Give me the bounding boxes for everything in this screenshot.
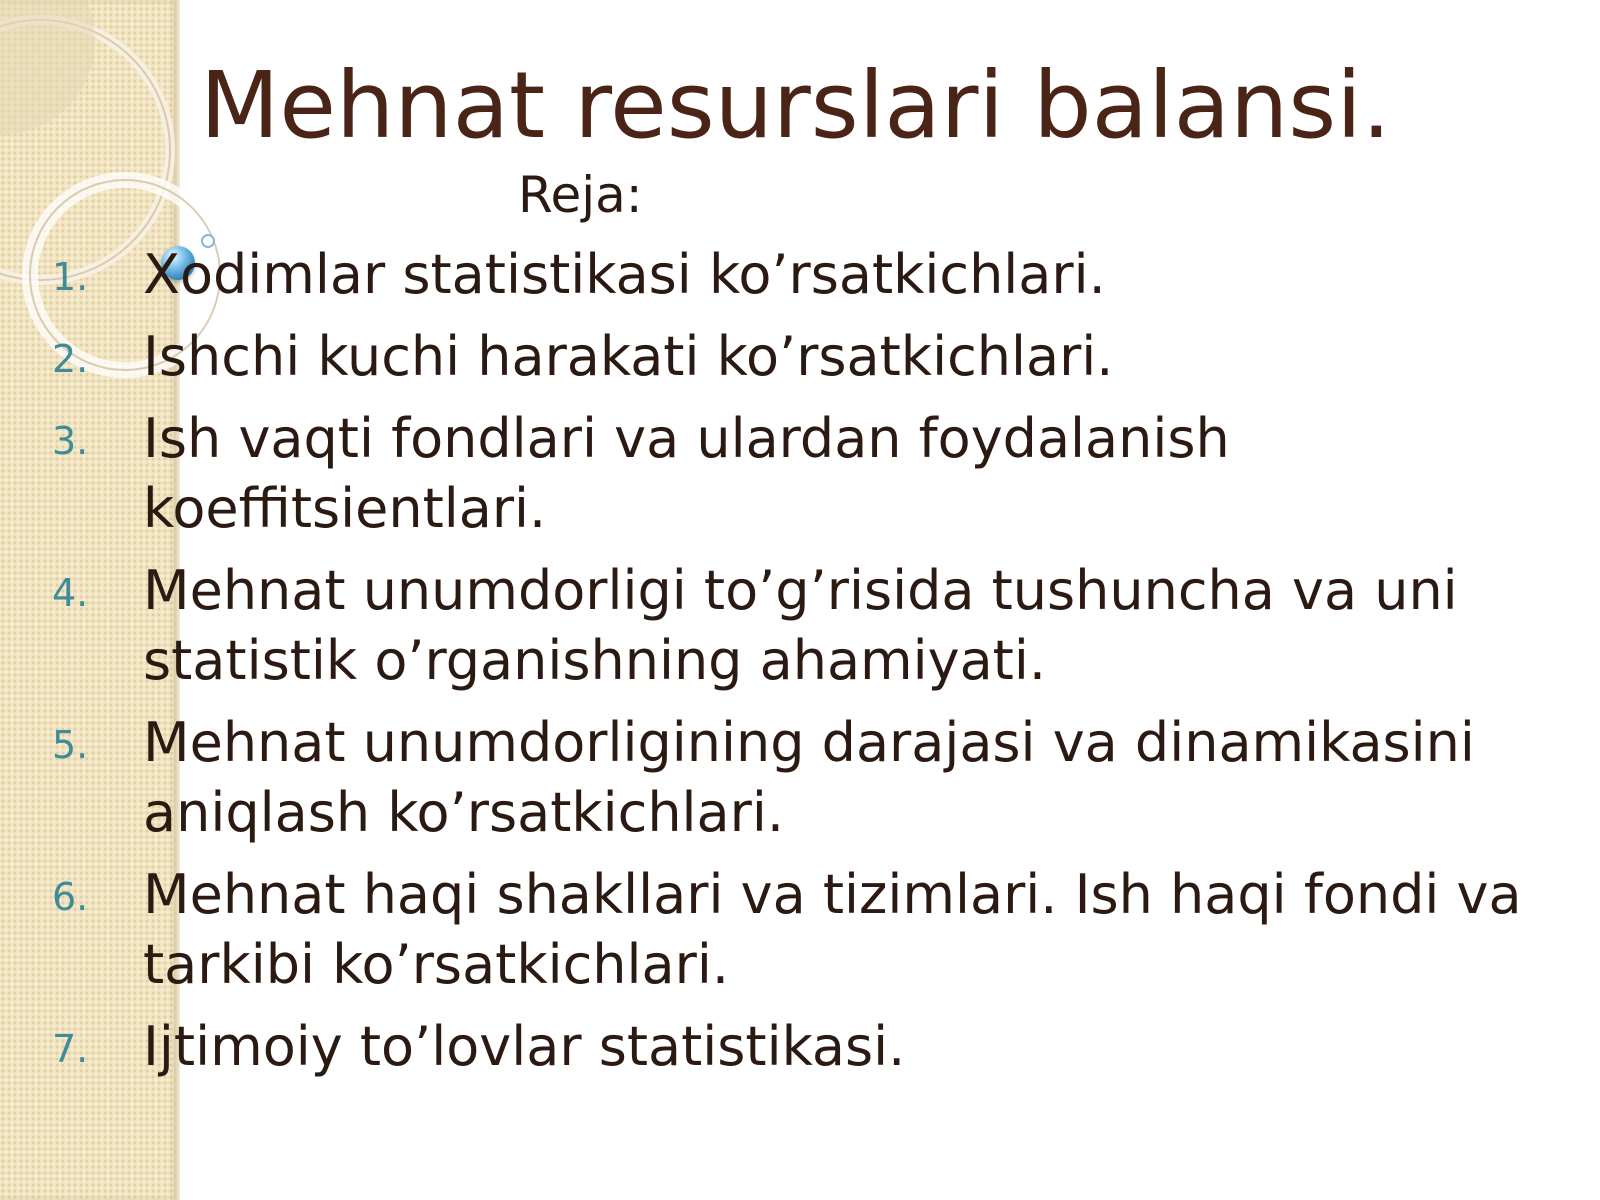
slide-title: Mehnat resurslari balansi. <box>200 52 1392 159</box>
list-item-number: 2. <box>52 337 89 381</box>
list-item-text: Ishchi kuchi harakati ko’rsatkichlari. <box>143 325 1114 388</box>
list-item-text: Mehnat unumdorligining darajasi va dinamikasini aniqlash ko’rsatkichlari. <box>143 711 1475 844</box>
list-item-number: 1. <box>52 255 89 299</box>
list-item-number: 5. <box>52 723 89 767</box>
list-item-text: Mehnat haqi shakllari va tizimlari. Ish haqi fondi va tarkibi ko’rsatkichlari. <box>143 863 1522 996</box>
list-item-text: Ish vaqti fondlari va ulardan foydalanish koeffitsientlari. <box>143 407 1230 540</box>
plan-list <box>0 240 1560 1094</box>
list-item-number: 7. <box>52 1027 89 1071</box>
list-item <box>0 1012 1560 1082</box>
list-item <box>0 708 1560 848</box>
list-item-text: Mehnat unumdorligi to’g’risida tushuncha va uni statistik o’rganishning ahamiyati. <box>143 559 1458 692</box>
list-item-number: 6. <box>52 875 89 919</box>
list-item-text: Ijtimoiy to’lovlar statistikasi. <box>143 1015 906 1078</box>
list-item-text: Xodimlar statistikasi ko’rsatkichlari. <box>143 243 1106 306</box>
list-item <box>0 322 1560 392</box>
list-item <box>0 556 1560 696</box>
list-item-number: 4. <box>52 571 89 615</box>
list-item <box>0 860 1560 1000</box>
list-item <box>0 404 1560 544</box>
list-item <box>0 240 1560 310</box>
slide-subtitle: Reja: <box>518 166 643 224</box>
list-item-number: 3. <box>52 419 89 463</box>
